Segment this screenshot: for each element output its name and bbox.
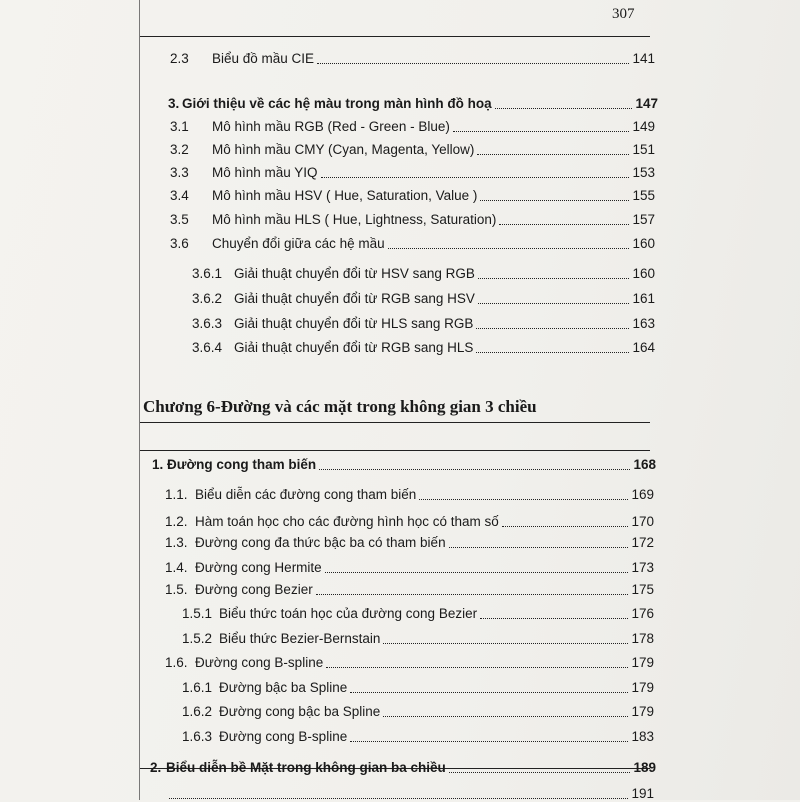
toc-entry-page: 147 <box>635 96 658 111</box>
toc-entry <box>170 184 655 204</box>
toc-entry-page: 157 <box>632 212 655 227</box>
toc-entry-page: 151 <box>632 142 655 157</box>
toc-entry-title: Đường cong B-spline <box>195 655 324 670</box>
toc-entry-page: 169 <box>631 487 654 502</box>
toc-entry-number: 3.3 <box>170 165 189 180</box>
toc-entry <box>170 232 655 252</box>
toc-entry-number: 3. <box>168 96 180 111</box>
toc-entry-page: 179 <box>631 655 654 670</box>
toc-entry-title: Biểu diễn bề Mặt trong không gian ba chiều <box>166 760 446 775</box>
toc-entry <box>168 92 658 112</box>
toc-entry-title: Đường cong bậc ba Spline <box>219 704 381 719</box>
toc-entry-number: 3.2 <box>170 142 189 157</box>
dot-leader <box>169 798 628 799</box>
toc-entry-number: 3.5 <box>170 212 189 227</box>
toc-entry <box>165 578 654 598</box>
dot-leader <box>383 643 628 644</box>
toc-entry-title: Mô hình mầu YIQ <box>212 165 318 180</box>
toc-entry-number: 3.6.2 <box>192 291 223 306</box>
toc-entry-page: 178 <box>631 631 654 646</box>
toc-entry-page: 189 <box>633 760 656 775</box>
divider <box>140 36 650 37</box>
toc-entry-number: 3.6.3 <box>192 316 223 331</box>
toc-entry <box>182 676 654 696</box>
toc-entry <box>192 312 655 332</box>
toc-entry-title: Biểu thức toán học của đường cong Bezier <box>219 606 478 621</box>
toc-entry <box>182 602 654 622</box>
dot-leader <box>325 572 629 573</box>
dot-leader <box>495 108 633 109</box>
dot-leader <box>477 154 629 155</box>
margin-line <box>139 0 140 800</box>
toc-entry-title: Biểu diễn các đường cong tham biến <box>195 487 417 502</box>
divider <box>140 450 650 451</box>
dot-leader <box>499 224 629 225</box>
dot-leader <box>319 469 630 470</box>
toc-entry-page: 191 <box>631 786 654 801</box>
toc-entry <box>170 208 655 228</box>
dot-leader <box>350 741 628 742</box>
toc-entry-number: 1.4. <box>165 560 188 575</box>
dot-leader <box>480 618 628 619</box>
toc-entry-number: 3.1 <box>170 119 189 134</box>
toc-entry-title: Hàm toán học cho các đường hình học có tham số <box>195 514 499 529</box>
dot-leader <box>383 716 628 717</box>
toc-entry-number: 2. <box>150 760 162 775</box>
toc-entry-page: 173 <box>631 560 654 575</box>
toc-entry-page: 161 <box>632 291 655 306</box>
toc-entry <box>170 161 655 181</box>
divider <box>140 422 650 423</box>
dot-leader <box>478 278 630 279</box>
toc-entry <box>150 782 654 802</box>
dot-leader <box>502 526 629 527</box>
toc-entry-title: Biểu thức Bezier-Bernstain <box>219 631 381 646</box>
dot-leader <box>453 131 630 132</box>
dot-leader <box>480 200 629 201</box>
toc-entry-number: 1.5. <box>165 582 188 597</box>
toc-entry-page: 179 <box>631 680 654 695</box>
dot-leader <box>476 352 629 353</box>
toc-entry-title: Đường cong B-spline <box>219 729 348 744</box>
toc-entry-page: 176 <box>631 606 654 621</box>
toc-entry-page: 170 <box>631 514 654 529</box>
toc-entry-number: 1.5.1 <box>182 606 213 621</box>
toc-entry-number: 1.2. <box>165 514 188 529</box>
toc-entry-title: Giải thuật chuyển đổi từ HSV sang RGB <box>234 266 475 281</box>
toc-entry <box>165 556 654 576</box>
toc-entry-page: 149 <box>632 119 655 134</box>
chapter-heading: Chương 6-Đường và các mặt trong không gian 3 chiều <box>143 397 537 416</box>
toc-entry-number: 1.1. <box>165 487 188 502</box>
toc-entry <box>165 510 654 530</box>
toc-entry <box>182 725 654 745</box>
toc-entry-page: 164 <box>632 340 655 355</box>
toc-entry <box>170 115 655 135</box>
toc-entry-title: Đường cong Bezier <box>195 582 313 597</box>
toc-entry-number: 1.5.2 <box>182 631 213 646</box>
toc-entry <box>192 336 655 356</box>
toc-entry-title: Mô hình mầu HLS ( Hue, Lightness, Saturation) <box>212 212 497 227</box>
dot-leader <box>317 63 629 64</box>
toc-entry <box>165 531 654 551</box>
toc-entry-title: Đường cong Hermite <box>195 560 322 575</box>
toc-entry-page: 172 <box>631 535 654 550</box>
toc-entry <box>165 483 654 503</box>
toc-entry-page: 141 <box>632 51 655 66</box>
dot-leader <box>316 594 629 595</box>
toc-entry-number: 3.6.4 <box>192 340 223 355</box>
toc-entry-number: 2.3 <box>170 51 189 66</box>
dot-leader <box>478 303 630 304</box>
toc-entry-page: 160 <box>632 236 655 251</box>
page-number: 307 <box>612 6 635 22</box>
toc-entry-number: 1.6. <box>165 655 188 670</box>
toc-entry-number: 1.3. <box>165 535 188 550</box>
toc-entry-title: Giải thuật chuyển đổi từ RGB sang HSV <box>234 291 475 306</box>
toc-entry-page: 160 <box>632 266 655 281</box>
dot-leader <box>419 499 628 500</box>
dot-leader <box>388 248 630 249</box>
dot-leader <box>476 328 629 329</box>
toc-entry-title: Mô hình mầu HSV ( Hue, Saturation, Value ) <box>212 188 478 203</box>
toc-entry-title: Mô hình mầu RGB (Red - Green - Blue) <box>212 119 450 134</box>
toc-entry <box>182 627 654 647</box>
toc-entry <box>170 47 655 67</box>
toc-entry-title: Biểu đồ mầu CIE <box>212 51 315 66</box>
toc-entry <box>182 700 654 720</box>
toc-entry-title: Giải thuật chuyển đổi từ HLS sang RGB <box>234 316 474 331</box>
toc-entry-title: Đường cong tham biến <box>167 457 317 472</box>
toc-entry-page: 183 <box>631 729 654 744</box>
toc-entry <box>152 453 656 473</box>
toc-entry-number: 1.6.1 <box>182 680 213 695</box>
toc-entry <box>165 651 654 671</box>
toc-entry-page: 168 <box>633 457 656 472</box>
dot-leader <box>350 692 628 693</box>
toc-entry-number: 1.6.2 <box>182 704 213 719</box>
toc-entry-title: Chuyển đổi giữa các hệ mầu <box>212 236 385 251</box>
toc-entry-title: Đường cong đa thức bậc ba có tham biến <box>195 535 446 550</box>
toc-entry-title: Giải thuật chuyển đổi từ RGB sang HLS <box>234 340 474 355</box>
toc-entry-number: 1. <box>152 457 164 472</box>
toc-entry-number: 3.6.1 <box>192 266 223 281</box>
toc-entry-number: 3.6 <box>170 236 189 251</box>
toc-entry-number: 3.4 <box>170 188 189 203</box>
toc-entry-page: 175 <box>631 582 654 597</box>
toc-entry-page: 153 <box>632 165 655 180</box>
toc-entry <box>150 756 656 776</box>
dot-leader <box>449 547 629 548</box>
dot-leader <box>449 772 631 773</box>
toc-entry-page: 163 <box>632 316 655 331</box>
toc-entry <box>170 138 655 158</box>
toc-entry-title: Giới thiệu về các hệ màu trong màn hình đồ hoạ <box>182 96 492 111</box>
toc-entry-title: Đường bậc ba Spline <box>219 680 348 695</box>
toc-entry-title: Mô hình mầu CMY (Cyan, Magenta, Yellow) <box>212 142 475 157</box>
toc-entry <box>192 262 655 282</box>
dot-leader <box>326 667 628 668</box>
toc-entry-page: 155 <box>632 188 655 203</box>
dot-leader <box>321 177 630 178</box>
toc-entry-page: 179 <box>631 704 654 719</box>
toc-entry-number: 1.6.3 <box>182 729 213 744</box>
toc-entry <box>192 287 655 307</box>
